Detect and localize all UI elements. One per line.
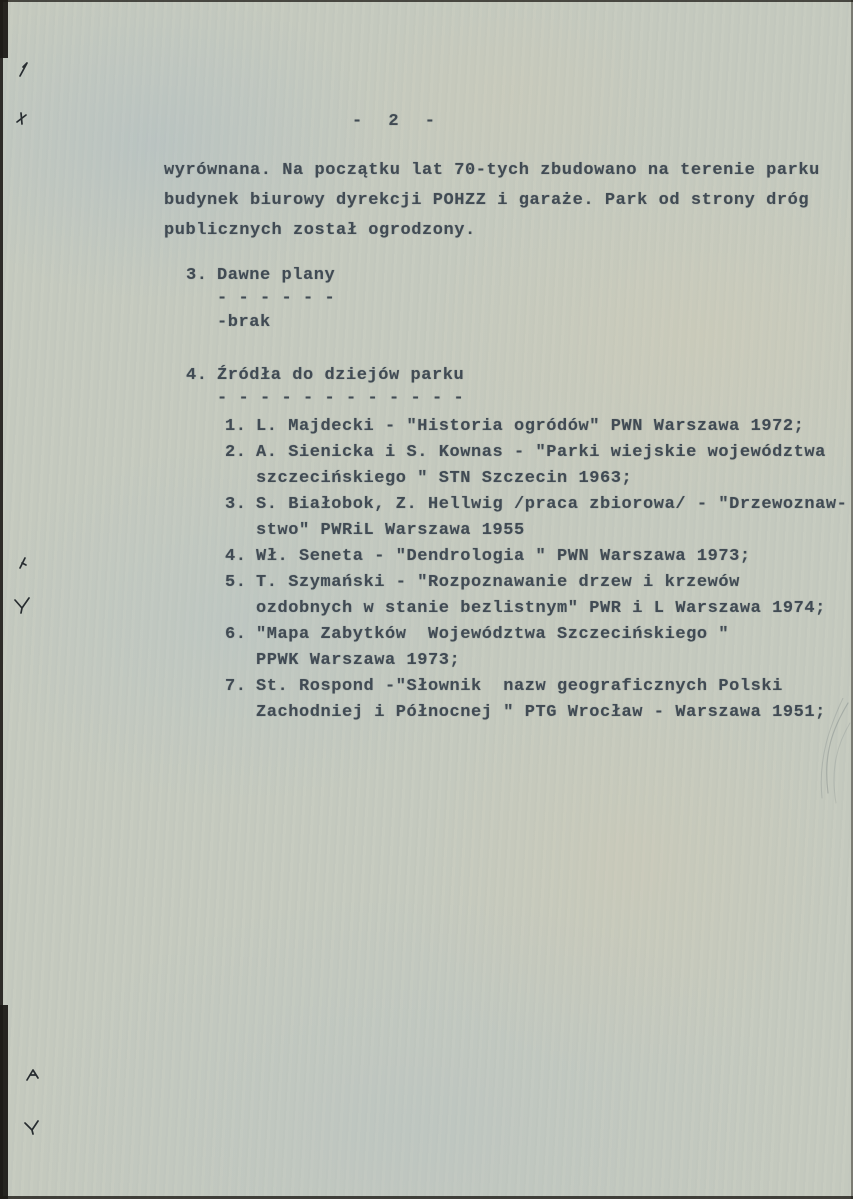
list-item-line: Zachodniej i Północnej " PTG Wrocław - Warszawa 1951; [256, 703, 826, 722]
list-item [225, 414, 847, 440]
paragraph-line: publicznych został ogrodzony. [164, 221, 476, 240]
ink-mark [17, 556, 29, 572]
list-item-lines [256, 674, 826, 726]
bibliography-list [225, 414, 847, 726]
list-item-line: L. Majdecki - "Historia ogródów" PWN Warszawa 1972; [256, 417, 805, 436]
ink-mark [15, 110, 29, 128]
section-number: 3. [186, 266, 208, 285]
list-item-line: A. Sienicka i S. Kownas - "Parki wiejskie województwa [256, 443, 826, 462]
list-item-lines [256, 492, 847, 544]
list-item-number: 2. [225, 443, 247, 462]
list-item-line: stwo" PWRiL Warszawa 1955 [256, 521, 525, 540]
list-item-line: St. Rospond -"Słownik nazw geograficznych Polski [256, 677, 783, 696]
section-title: Dawne plany [217, 266, 336, 285]
list-item-line: "Mapa Zabytków Województwa Szczecińskiego " [256, 625, 730, 644]
list-item-number: 3. [225, 495, 247, 514]
list-item [225, 674, 847, 726]
list-item [225, 440, 847, 492]
section-heading-zrodla [186, 366, 464, 385]
list-item-lines [256, 414, 804, 440]
list-item-lines [256, 440, 826, 492]
list-item-lines [256, 622, 729, 674]
scan-corner-top-left [0, 0, 8, 58]
list-item-line: S. Białobok, Z. Hellwig /praca zbiorowa/ - "Drzewoznaw- [256, 495, 848, 514]
list-item-lines [256, 544, 751, 570]
paragraph-line: budynek biurowy dyrekcji POHZZ i garaże. Park od strony dróg [164, 191, 810, 210]
page-number: - 2 - [352, 112, 444, 131]
list-item-line: szczecińskiego " STN Szczecin 1963; [256, 469, 633, 488]
section-underline: - - - - - - [217, 289, 336, 308]
list-item-line: ozdobnych w stanie bezlistnym" PWR i L Warszawa 1974; [256, 599, 826, 618]
list-item-line: T. Szymański - "Rozpoznawanie drzew i krzewów [256, 573, 740, 592]
ink-mark [25, 1066, 40, 1083]
list-item [225, 492, 847, 544]
section-heading-dawne-plany [186, 266, 335, 285]
paragraph-line: wyrównana. Na początku lat 70-tych zbudowano na terenie parku [164, 161, 820, 180]
ink-mark [13, 596, 31, 614]
list-item-number: 6. [225, 625, 247, 644]
list-item-line: PPWK Warszawa 1973; [256, 651, 461, 670]
list-item [225, 570, 847, 622]
list-item-number: 4. [225, 547, 247, 566]
section-note: -brak [217, 313, 271, 332]
list-item-number: 5. [225, 573, 247, 592]
section-number: 4. [186, 366, 208, 385]
scan-edge-top [0, 0, 853, 2]
list-item [225, 544, 847, 570]
list-item-line: Wł. Seneta - "Dendrologia " PWN Warszawa 1973; [256, 547, 751, 566]
section-title: Źródła do dziejów parku [217, 366, 465, 385]
scan-corner-bottom-left [0, 1005, 8, 1199]
ink-mark [23, 1118, 39, 1135]
list-item-number: 1. [225, 417, 247, 436]
intro-paragraph [164, 156, 820, 246]
ink-mark [17, 60, 31, 78]
list-item [225, 622, 847, 674]
list-item-lines [256, 570, 826, 622]
section-underline: - - - - - - - - - - - - [217, 389, 465, 408]
list-item-number: 7. [225, 677, 247, 696]
